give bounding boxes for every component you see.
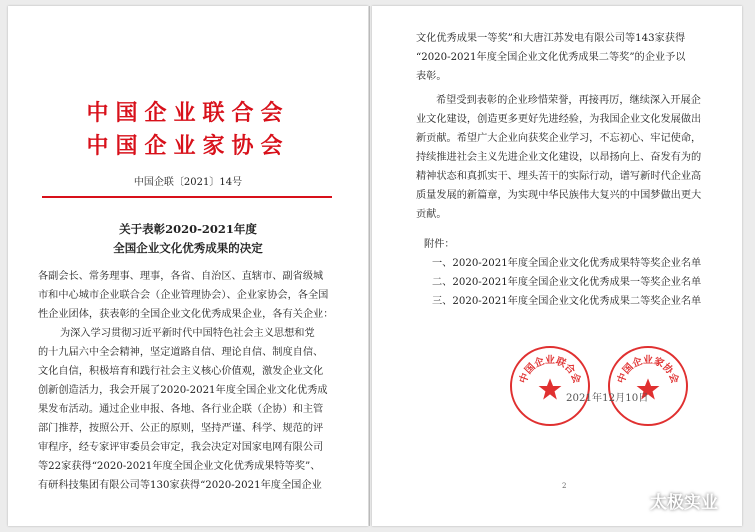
body-line: 果发布活动。通过企业申报、各地、各行业企联（企协）和主管: [38, 404, 324, 415]
document-page-2: [372, 6, 742, 526]
watermark-text: 太极实业: [650, 493, 718, 512]
document-title-line-1: 关于表彰2020-2021年度: [119, 222, 257, 236]
body-line: 新贡献。希望广大企业向获奖企业学习，不忘初心、牢记使命，: [416, 133, 702, 144]
body-line: 创新创造活力，我会开展了2020-2021年度全国企业文化优秀成: [38, 385, 328, 396]
body-line: 希望受到表彰的企业珍惜荣誉，再接再厉，继续深入开展企: [436, 95, 701, 106]
body-line: 贡献。: [416, 209, 447, 220]
body-line: 等22家获得“2020-2021年度全国企业文化优秀成果特等奖”、: [38, 461, 321, 472]
attachment-item: 二、2020-2021年度全国企业文化优秀成果一等奖企业名单: [432, 277, 702, 288]
page-number: 2: [562, 482, 567, 490]
body-line: “2020-2021年度全国企业文化优秀成果二等奖”的企业予以: [416, 52, 686, 63]
body-line: 各副会长、常务理事、理事，各省、自治区、直辖市、副省级城: [38, 271, 324, 282]
body-line: 市和中心城市企业联合会（企业管理协会）、企业家协会，各全国: [38, 290, 329, 301]
official-seal-1: [510, 346, 590, 426]
body-line: 审程序，经专家评审委员会审定，我会决定对国家电网有限公司: [38, 442, 324, 453]
document-page-1: [8, 6, 368, 526]
account-watermark: [622, 488, 718, 513]
attachment-label: 附件：: [424, 239, 455, 250]
body-line: 部门推荐，按照公开、公正的原则，坚持严谨、科学、规范的评: [38, 423, 324, 434]
official-seal-2: [608, 346, 688, 426]
body-line: 文化优秀成果一等奖”和大唐江苏发电有限公司等143家获得: [416, 33, 686, 44]
body-line: 精神状态和真抓实干、埋头苦干的实际行动，谱写新时代企业高: [416, 171, 702, 182]
seal-2-text: 中国企业家协会: [615, 355, 681, 385]
body-line: 文化自信，积极培育和践行社会主义核心价值观，激发企业文化: [38, 366, 324, 377]
wechat-icon: [622, 492, 646, 510]
attachment-item: 三、2020-2021年度全国企业文化优秀成果二等奖企业名单: [432, 296, 702, 307]
page-divider: [369, 6, 370, 526]
document-title-line-2: 全国企业文化优秀成果的决定: [113, 241, 263, 255]
document-number: 中国企联〔2021〕14号: [133, 177, 243, 188]
body-line: 业文化建设，创造更多更好先进经验，为我国企业文化发展做出: [416, 114, 702, 125]
seal-1-text: 中国企业联合会: [517, 355, 583, 385]
issuing-organization-1: 中国企业联合会: [86, 100, 290, 126]
body-line: 表彰。: [416, 71, 447, 82]
body-line: 为深入学习贯彻习近平新时代中国特色社会主义思想和党: [60, 328, 315, 339]
body-line: 性企业团体，获表彰的全国企业文化优秀成果企业，各有关企业：: [38, 309, 334, 320]
body-line: 的十九届六中全会精神，坚定道路自信、理论自信、制度自信、: [38, 347, 324, 358]
red-divider-line: [42, 196, 332, 198]
attachment-item: 一、2020-2021年度全国企业文化优秀成果特等奖企业名单: [432, 258, 702, 269]
body-line: 持续推进社会主义先进企业文化建设，以昂扬向上、奋发有为的: [416, 152, 702, 163]
issue-date: 2021年12月10日: [566, 393, 649, 404]
body-line: 有研科技集团有限公司等130家获得“2020-2021年度全国企业: [38, 480, 322, 491]
issuing-organization-2: 中国企业家协会: [86, 133, 290, 159]
body-line: 质量发展的新篇章，为实现中华民族伟大复兴的中国梦做出更大: [416, 190, 702, 201]
